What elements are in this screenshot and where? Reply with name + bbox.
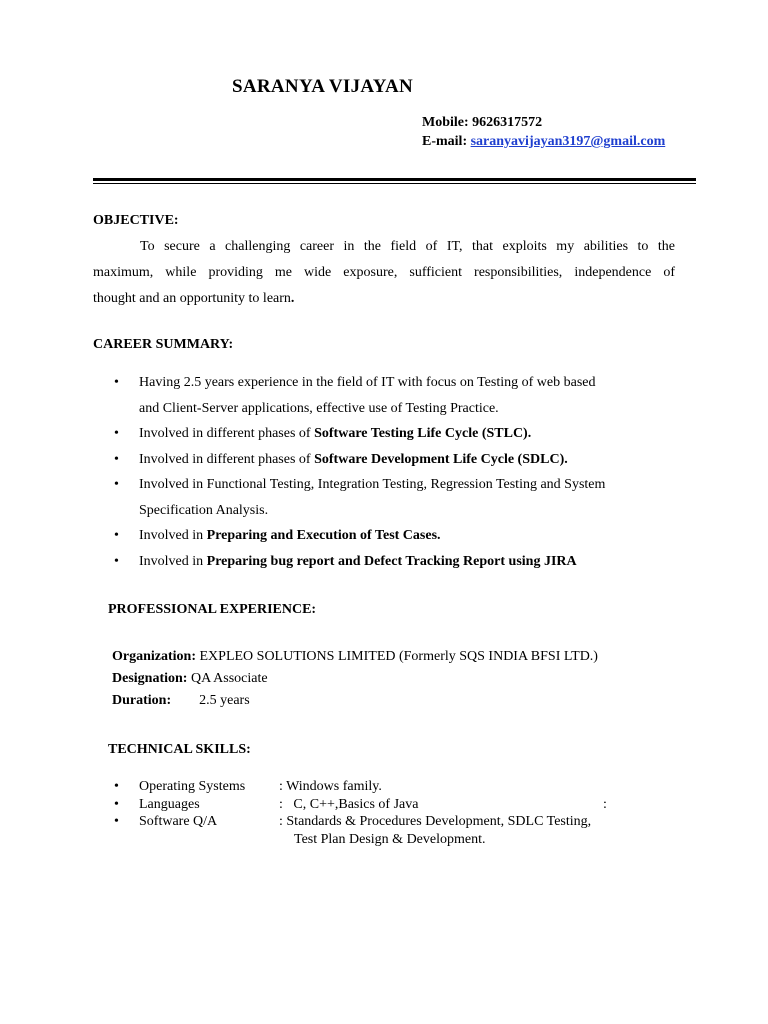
organization-value: EXPLEO SOLUTIONS LIMITED (Formerly SQS INDIA BFSI LTD.) [196,649,598,664]
career-item-bold: Software Testing Life Cycle (STLC). [314,426,532,441]
bullet-icon: • [114,814,119,829]
career-item-text: Involved in different phases of [139,451,315,467]
career-item-bold: Software Development Life Cycle (SDLC). [314,451,568,467]
experience-heading: PROFESSIONAL EXPERIENCE: [108,602,317,617]
mobile-line [422,113,665,132]
career-summary-heading: CAREER SUMMARY: [93,337,234,352]
career-item-text: Involved in [139,528,207,543]
skill-value: : Windows family. [279,779,382,794]
bullet-icon: • [114,426,119,441]
skill-value: : Standards & Procedures Development, SDLC Testing, [279,814,592,829]
duration-value: 2.5 years [199,693,250,708]
objective-heading: OBJECTIVE: [93,213,179,228]
skill-label: Software Q/A [139,814,218,829]
list-item [93,778,713,796]
technical-skills-heading: TECHNICAL SKILLS: [108,742,251,757]
designation-value: QA Associate [187,671,268,686]
career-item-text: Having 2.5 years experience in the field of IT with focus on Testing of web based [139,375,596,390]
objective-end-mark: . [290,291,295,306]
bullet-icon: • [114,779,119,794]
duration-line [112,690,712,712]
technical-skills-list [93,778,713,848]
objective-line-1: To secure a challenging career in the field of IT, that exploits my abilities to the [140,239,675,254]
contact-block [422,113,665,151]
skill-label: Operating Systems [139,779,246,794]
bullet-icon: • [114,796,119,812]
duration-label: Duration: [112,693,172,708]
designation-line [112,668,712,690]
bullet-icon: • [114,375,119,390]
list-item [93,523,693,549]
career-item-bold: Preparing bug report and Defect Tracking Report using JIRA [206,553,577,569]
bullet-icon: • [114,451,119,467]
header-divider-thin [93,183,696,184]
list-item [93,370,693,421]
designation-label: Designation: [112,671,188,686]
mobile-label: Mobile: [422,115,469,130]
list-item [93,549,693,575]
email-line [422,132,665,151]
career-summary-list [93,370,693,574]
career-item-text-cont: Specification Analysis. [139,502,269,518]
list-item [93,421,693,447]
skill-continuation [93,831,713,849]
career-item-text-cont: and Client-Server applications, effective use of Testing Practice. [139,400,499,416]
objective-line-2: maximum, while providing me wide exposure, sufficient responsibilities, independence of [93,265,675,280]
candidate-name: SARANYA VIJAYAN [232,76,414,97]
email-label: E-mail: [422,134,468,149]
bullet-icon: • [114,553,119,569]
bullet-icon: • [114,528,119,543]
career-item-text: Involved in different phases of [139,426,315,441]
bullet-icon: • [114,477,119,492]
header-divider-thick [93,178,696,181]
objective-text [93,234,675,312]
organization-line [112,646,712,668]
career-item-bold: Preparing and Execution of Test Cases. [206,528,441,543]
list-item [93,796,713,814]
email-link[interactable]: saranyavijayan3197@gmail.com [470,134,666,149]
objective-line-3 [93,286,675,312]
career-item-text: Involved in Functional Testing, Integration Testing, Regression Testing and System [139,477,606,492]
list-item [93,447,693,473]
organization-label: Organization: [112,649,196,664]
skill-value: : C, C++,Basics of Java [279,796,419,812]
list-item [93,472,693,523]
objective-line-3-text: thought and an opportunity to learn [93,291,291,306]
skill-value-cont: Test Plan Design & Development. [294,831,486,847]
list-item [93,813,713,831]
experience-block [112,646,712,712]
mobile-number: 9626317572 [472,115,543,130]
skill-label: Languages [139,796,200,812]
career-item-text: Involved in [139,553,207,569]
skill-stray-colon: : [603,796,607,812]
